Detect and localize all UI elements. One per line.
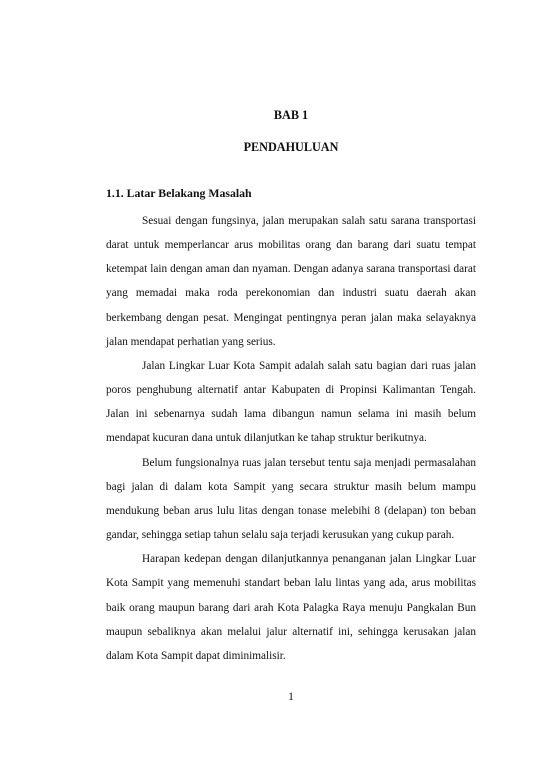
paragraph-1: Sesuai dengan fungsinya, jalan merupakan salah satu sarana transportasi darat untuk memperlancar arus mobilitas orang dan barang dari suatu tempat ketempat lain dengan aman dan nyaman. Dengan adanya sarana transportasi darat yang memadai maka roda perekonomian dan industri suatu daerah akan berkembang dengan pesat. Mengingat pentingnya peran jalan maka selayaknya jalan mendapat perhatian yang serius.: [106, 215, 476, 348]
section-heading: 1.1. Latar Belakang Masalah: [106, 186, 252, 200]
paragraph-3: Belum fungsionalnya ruas jalan tersebut tentu saja menjadi permasalahan bagi jalan di dalam kota Sampit yang secara struktur masih belum mampu mendukung beban arus lulu litas dengan tonase melebihi 8 (delapan) ton beban gandar, sehingga setiap tahun selalu saja terjadi kerusukan yang cukup parah.: [106, 456, 476, 542]
chapter-number: BAB 1: [273, 108, 309, 122]
chapter-title: PENDAHULUAN: [243, 140, 339, 154]
paragraph-4: Harapan kedepan dengan dilanjutkannya penanganan jalan Lingkar Luar Kota Sampit yang memenuhi standart beban lalu lintas yang ada, arus mobilitas baik orang maupun barang dari arah Kota Palagka Raya menuju Pangkalan Bun maupun sebaliknya akan melalui jalur alternatif ini, sehingga kerusakan jalan dalam Kota Sampit dapat diminimalisir.: [106, 553, 476, 662]
body-text: [106, 209, 476, 668]
page-number: 1: [288, 691, 294, 703]
paragraph-2: Jalan Lingkar Luar Kota Sampit adalah salah satu bagian dari ruas jalan poros penghubung alternatif antar Kabupaten di Propinsi Kalimantan Tengah. Jalan ini sebenarnya sudah lama dibangun namun selama ini masih belum mendapat kucuran dana untuk dilanjutkan ke tahap struktur berikutnya.: [106, 359, 476, 445]
